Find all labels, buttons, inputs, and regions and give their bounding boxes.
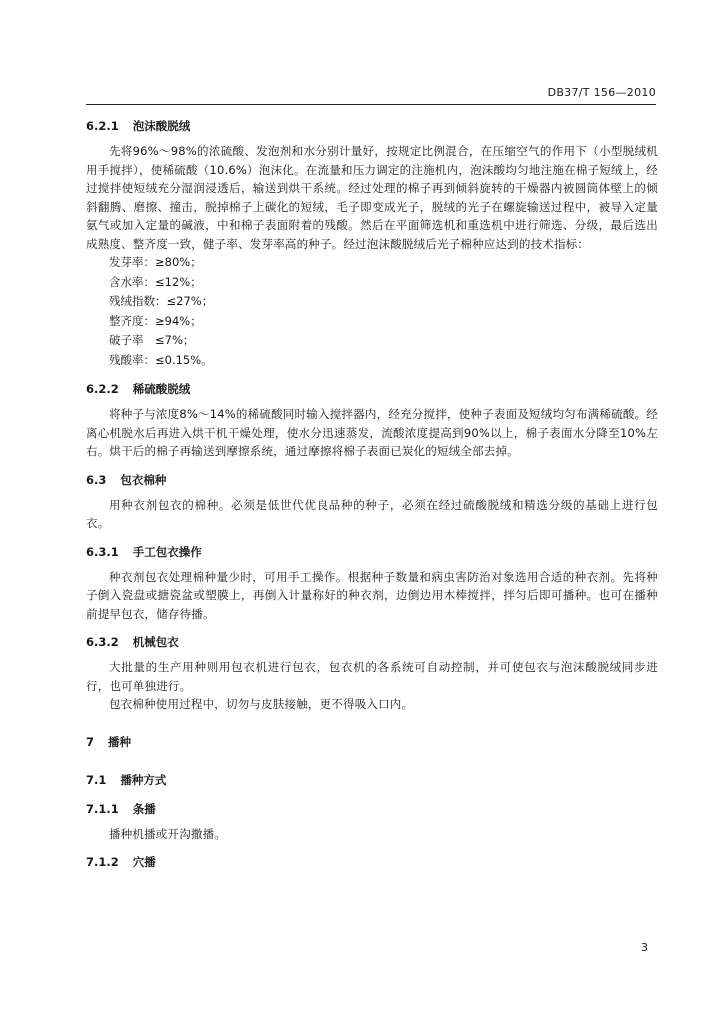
section-heading-6-2-2: 6.2.2 稀硫酸脱绒: [86, 382, 191, 396]
spec-item: 残酸率：≤0.15%。: [109, 352, 213, 367]
section-paragraph: 用种衣剂包衣的棉种。必须是低世代优良品种的种子，必须在经过硫酸脱绒和精选分级的基础上进行包衣。: [86, 497, 658, 530]
section-heading-7-1-2: 7.1.2 穴播: [86, 855, 156, 869]
section-paragraph: 将种子与浓度8%～14%的稀硫酸同时输入搅拌器内，经充分搅拌，使种子表面及短绒均匀布满稀硫酸。经离心机脱水后再进入烘干机干燥处理，使水分迅速蒸发，流酸浓度提高到90%以上，棉子表面水分降至10%左右。烘干后的棉子再输送到摩擦系统，通过摩擦将棉子表面已炭化的短绒全部去掉。: [86, 407, 658, 458]
section-heading-7-1-1: 7.1.1 条播: [86, 801, 156, 816]
chapter-heading-7: 7 播种: [86, 734, 132, 749]
page-number: 3: [641, 941, 648, 954]
spec-item: 整齐度：≥94%；: [109, 313, 202, 328]
section-paragraph: 播种机播或开沟撒播。: [109, 826, 226, 841]
section-paragraph: 包衣棉种使用过程中，切勿与皮肤接触，更不得吸入口内。: [109, 697, 414, 711]
section-paragraph: 先将96%～98%的浓硫酸、发泡剂和水分别计量好，按规定比例混合，在压缩空气的作用下（小型脱绒机用手搅拌），使稀硫酸（10.6%）泡沫化。在流量和压力调定的注施机内，泡沫酸均匀地注施在棉子短绒上，经过搅拌使短绒充分湿润浸透后，输送到烘干系统。经过处理的棉子再到倾斜旋转的干燥器内被圆筒体壁上的倾斜翻腾、磨擦、撞击，脱掉棉子上碳化的短绒，毛子即变成光子，脱绒的光子在螺旋输送过程中，被导入定量氨气或加入定量的碱液，中和棉子表面附着的残酸。然后在平面筛选机和重选机中进行筛选、分级，最后选出成熟度、整齐度一致，健子率、发芽率高的种子。经过泡沫酸脱绒后光子棉种应达到的技术指标：: [86, 144, 658, 251]
section-heading-6-3: 6.3 包衣棉种: [86, 472, 167, 487]
document-body: [86, 116, 658, 872]
spec-item: 发芽率：≥80%；: [109, 255, 202, 269]
section-heading-6-3-1: 6.3.1 手工包衣操作: [86, 544, 202, 559]
spec-item: 残绒指数：≤27%；: [109, 294, 214, 308]
spec-item: 破子率 ≤7%；: [109, 333, 195, 347]
section-heading-6-2-1: 6.2.1 泡沫酸脱绒: [86, 119, 191, 133]
header-rule: [86, 104, 656, 105]
section-paragraph: 种衣剂包衣处理棉种量少时，可用手工操作。根据种子数量和病虫害防治对象选用合适的种衣剂。先将种子倒入瓷盘或搪瓷盆或塑膜上，再倒入计量称好的种衣剂，边倒边用木棒搅拌，拌匀后即可播种。也可在播种前提早包衣，储存待播。: [86, 569, 658, 621]
section-heading-6-3-2: 6.3.2 机械包衣: [86, 635, 179, 649]
section-paragraph: 大批量的生产用种则用包衣机进行包衣，包衣机的各系统可自动控制，并可使包衣与泡沫酸脱绒同步进行，也可单独进行。: [86, 660, 658, 693]
spec-item: 含水率：≤12%；: [109, 274, 202, 289]
document-code: DB37/T 156—2010: [547, 86, 656, 99]
section-heading-7-1: 7.1 播种方式: [86, 772, 167, 787]
